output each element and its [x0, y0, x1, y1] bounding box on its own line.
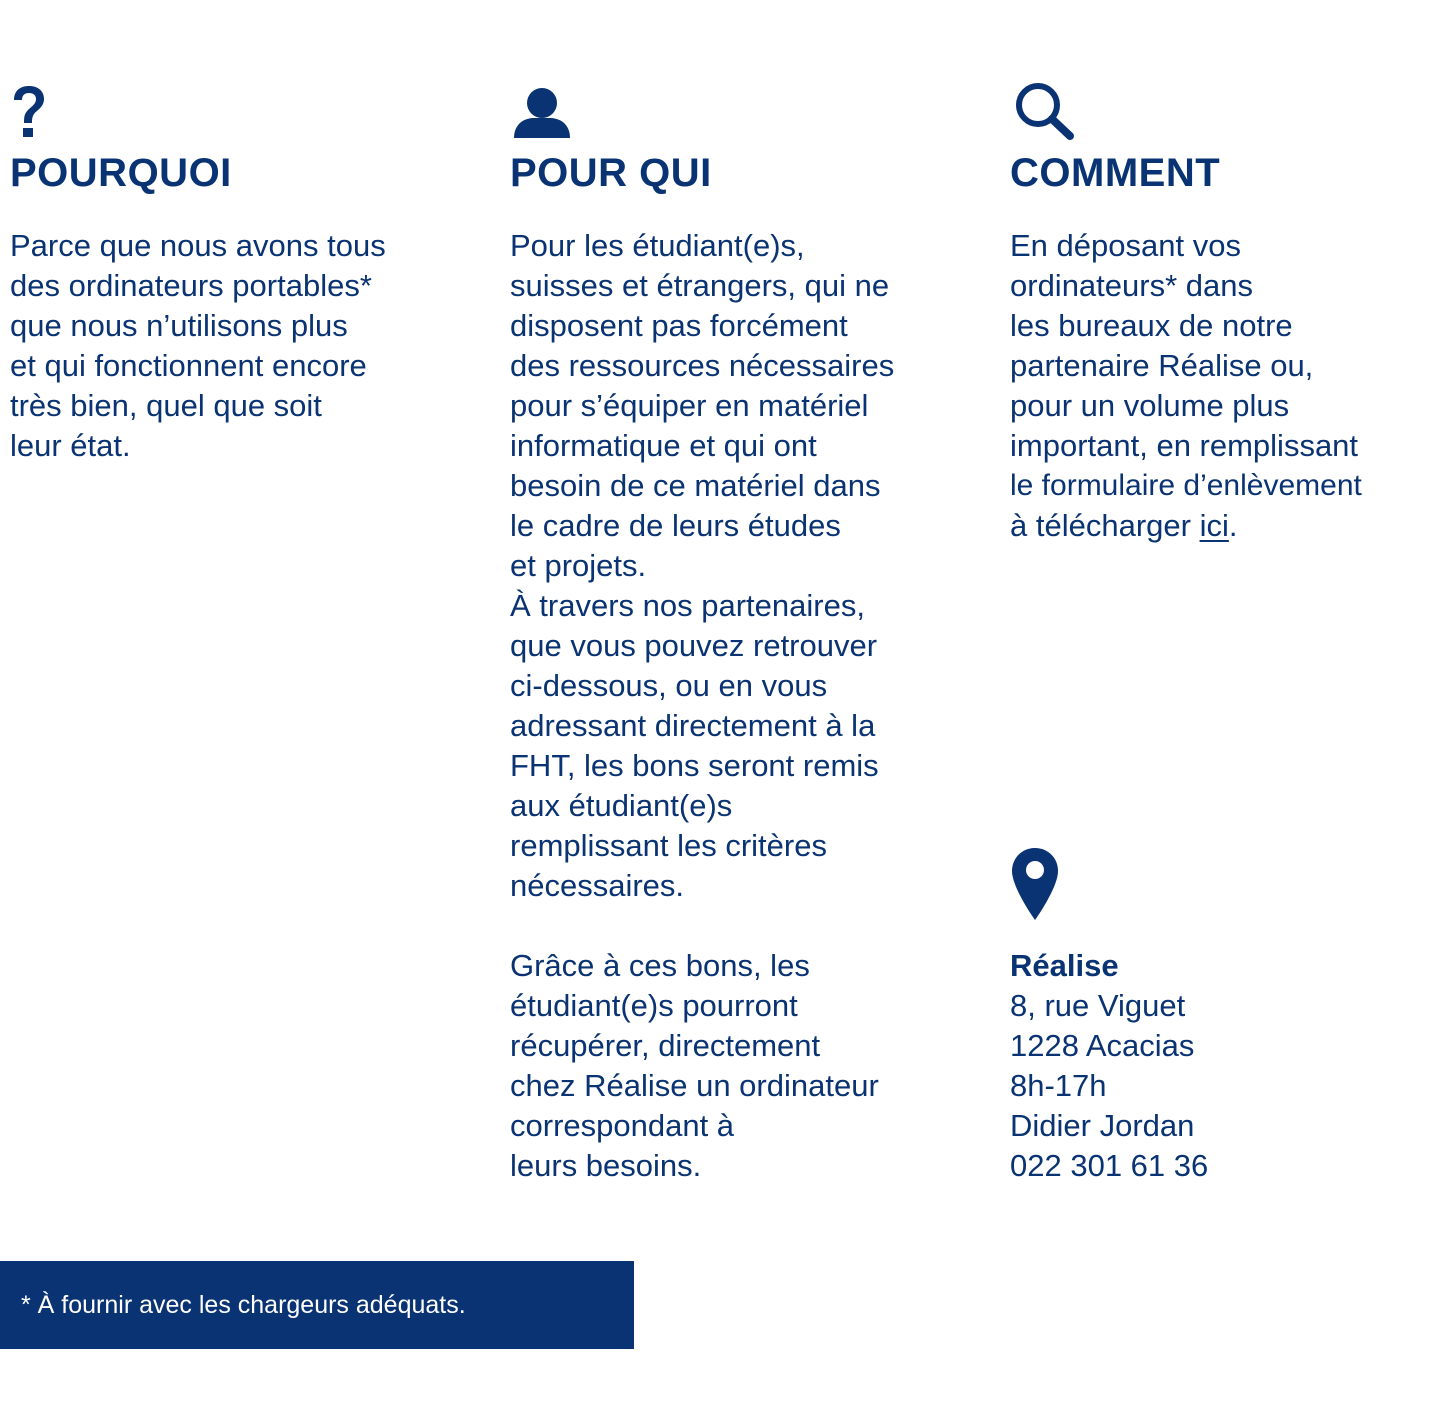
text-line: les bureaux de notre: [1010, 308, 1293, 343]
text-line: leurs besoins.: [510, 1148, 702, 1183]
text-line: pour s’équiper en matériel: [510, 388, 869, 423]
heading-comment: COMMENT: [1010, 151, 1221, 195]
text-line: disposent pas forcément: [510, 308, 848, 343]
text-line: partenaire Réalise ou,: [1010, 348, 1314, 383]
text-line: et projets.: [510, 548, 647, 583]
heading-pourquoi: POURQUOI: [10, 151, 232, 195]
text-line: En déposant vos: [1010, 228, 1241, 263]
text-line: pour un volume plus: [1010, 388, 1290, 423]
paragraph-spacer: [510, 906, 894, 946]
partner-city: 1228 Acacias: [1010, 1028, 1195, 1063]
text-line: ci-dessous, ou en vous: [510, 668, 828, 703]
text-line: À travers nos partenaires,: [510, 588, 865, 623]
text-line: que nous n’utilisons plus: [10, 308, 348, 343]
text-line-with-link: [1010, 506, 1362, 546]
partner-contact: Didier Jordan: [1010, 1108, 1195, 1143]
person-icon: [512, 80, 572, 142]
heading-pour-qui: POUR QUI: [510, 151, 712, 195]
text-line: Pour les étudiant(e)s,: [510, 228, 805, 263]
text-line: informatique et qui ont: [510, 428, 817, 463]
text-line: récupérer, directement: [510, 1028, 821, 1063]
text-fragment: à télécharger: [1010, 508, 1200, 543]
partner-street: 8, rue Viguet: [1010, 988, 1186, 1023]
text-line: adressant directement à la: [510, 708, 876, 743]
paragraph-pourquoi: [10, 226, 386, 466]
text-line: très bien, quel que soit: [10, 388, 322, 423]
text-line: que vous pouvez retrouver: [510, 628, 878, 663]
text-line: nécessaires.: [510, 868, 685, 903]
text-line: FHT, les bons seront remis: [510, 748, 879, 783]
paragraph-comment: [1010, 226, 1362, 546]
text-line: besoin de ce matériel dans: [510, 468, 881, 503]
question-mark-icon: [10, 80, 50, 142]
footnote-text: * À fournir avec les chargeurs adéquats.: [21, 1290, 466, 1319]
text-line: des ordinateurs portables*: [10, 268, 372, 303]
partner-hours: 8h-17h: [1010, 1068, 1107, 1103]
text-fragment: .: [1228, 508, 1238, 543]
text-line: le formulaire d’enlèvement: [1010, 469, 1362, 502]
text-line: remplissant les critères: [510, 828, 827, 863]
magnifier-icon: [1014, 80, 1076, 142]
text-line: étudiant(e)s pourront: [510, 988, 798, 1023]
text-line: des ressources nécessaires: [510, 348, 895, 383]
text-line: chez Réalise un ordinateur: [510, 1068, 879, 1103]
partner-phone: 022 301 61 36: [1010, 1148, 1209, 1183]
text-line: Parce que nous avons tous: [10, 228, 386, 263]
partner-address: [1010, 946, 1208, 1186]
partner-name: Réalise: [1010, 948, 1119, 983]
text-line: leur état.: [10, 428, 131, 463]
download-form-link[interactable]: ici: [1199, 508, 1229, 543]
footnote-banner: [0, 1261, 634, 1349]
text-line: important, en remplissant: [1010, 428, 1359, 463]
text-line: Grâce à ces bons, les: [510, 948, 810, 983]
location-pin-icon: [1010, 846, 1060, 927]
text-line: suisses et étrangers, qui ne: [510, 268, 890, 303]
text-line: ordinateurs* dans: [1010, 268, 1253, 303]
paragraph-pour-qui: [510, 226, 894, 1186]
text-line: le cadre de leurs études: [510, 508, 841, 543]
text-line: aux étudiant(e)s: [510, 788, 733, 823]
text-line: correspondant à: [510, 1108, 735, 1143]
text-line: et qui fonctionnent encore: [10, 348, 367, 383]
